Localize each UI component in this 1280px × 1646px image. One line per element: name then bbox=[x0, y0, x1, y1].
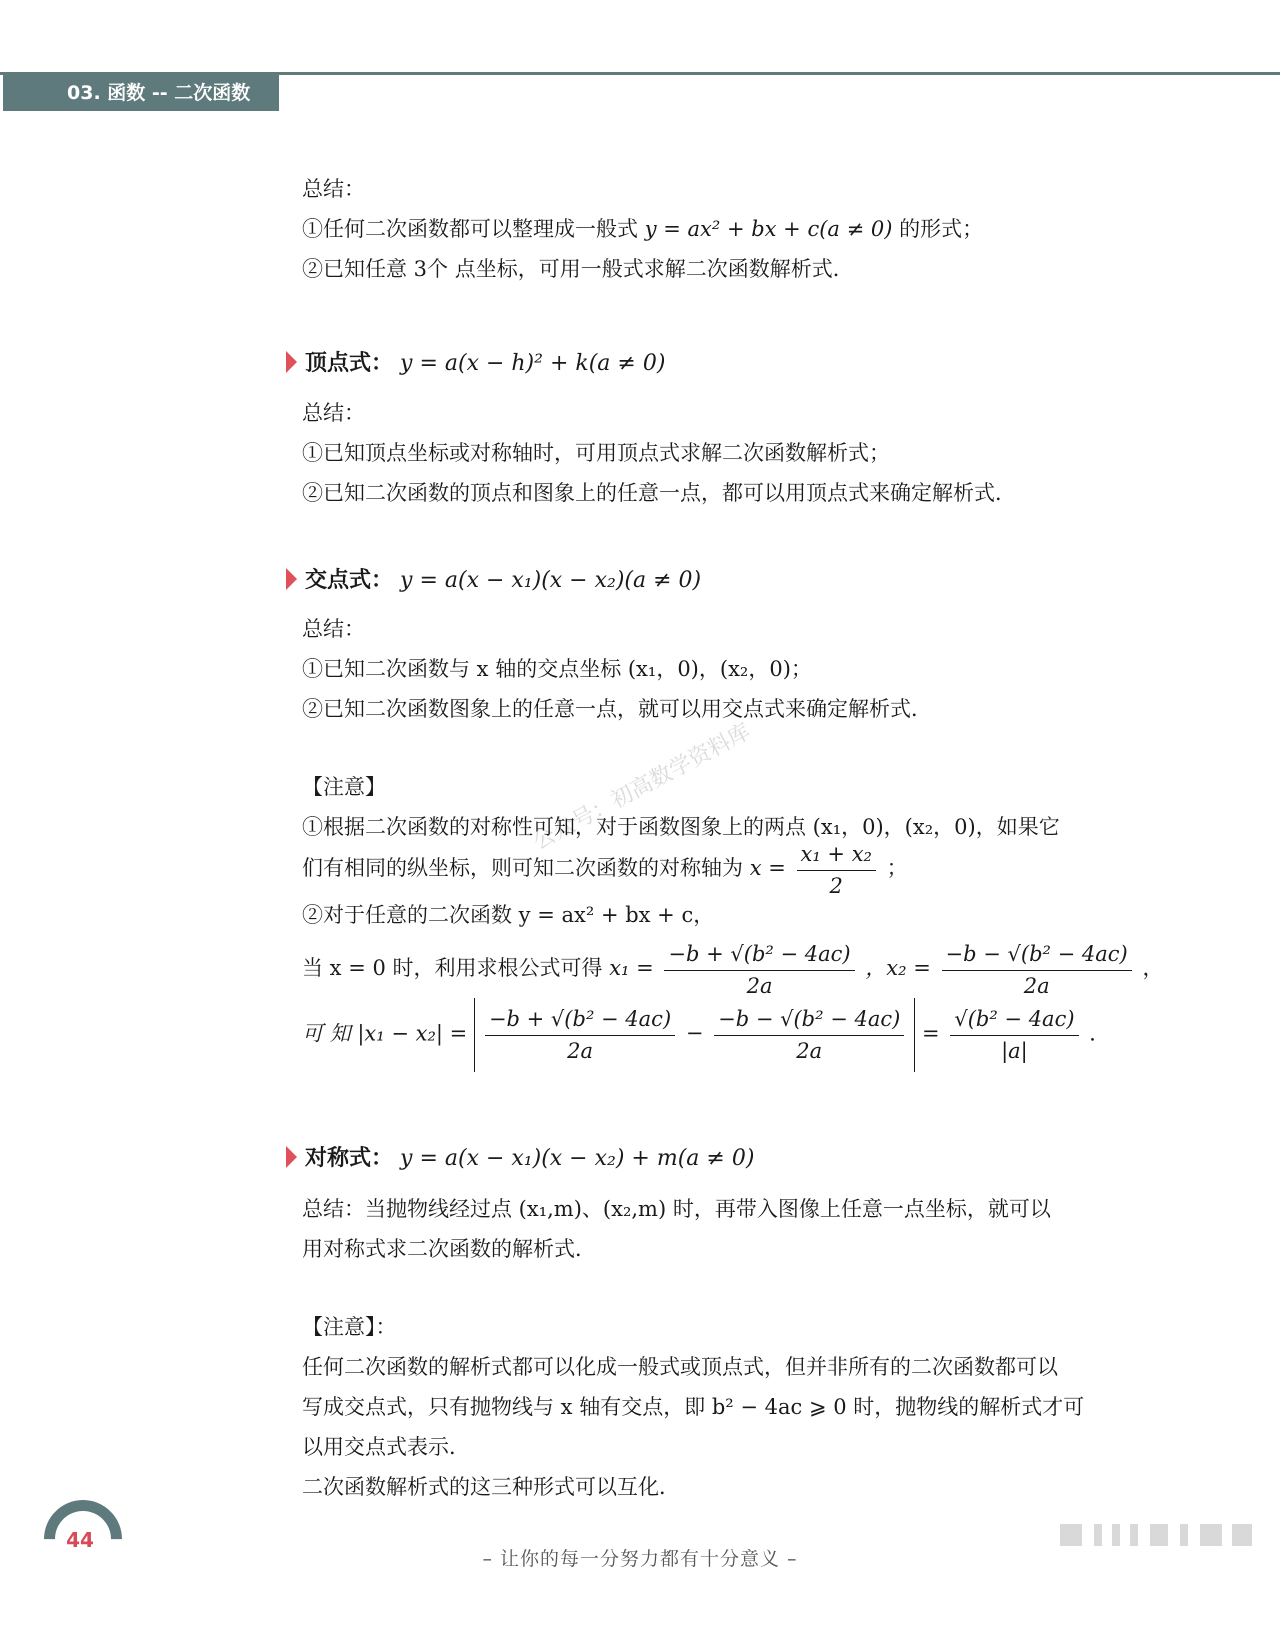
note-line-2-end: ； bbox=[886, 856, 908, 880]
vertex-heading bbox=[286, 349, 665, 379]
x2-label: ，x₂ = bbox=[865, 956, 931, 980]
result-denominator: |a| bbox=[1001, 1039, 1028, 1063]
intercept-heading bbox=[286, 566, 701, 596]
absolute-value-bars bbox=[474, 998, 915, 1072]
difference-line-end: ． bbox=[1089, 1021, 1111, 1046]
x2-fraction bbox=[942, 939, 1132, 1001]
roots-line bbox=[302, 936, 1163, 1001]
x1-label: x₁ = bbox=[609, 956, 654, 980]
roots-line-end: ， bbox=[1142, 956, 1164, 980]
general-formula: y = ax² + bx + c(a ≠ 0) bbox=[644, 217, 893, 241]
chevron-right-icon bbox=[286, 1146, 297, 1168]
result-numerator: √(b² − 4ac) bbox=[950, 1004, 1078, 1036]
note-line-2-text: 们有相同的纵坐标，则可知二次函数的对称轴为 bbox=[302, 856, 743, 880]
vertex-label: 顶点式： bbox=[305, 351, 394, 376]
difference-line bbox=[302, 998, 1110, 1072]
equals-sign: = bbox=[922, 1021, 940, 1046]
minus-sign: − bbox=[685, 1021, 704, 1045]
vertex-formula: y = a(x − h)² + k(a ≠ 0) bbox=[400, 351, 666, 376]
abs-denominator-1: 2a bbox=[567, 1038, 593, 1063]
footer-slogan: – 让你的每一分努力都有十分意义 – bbox=[482, 1548, 798, 1570]
intercept-item-2: ②已知二次函数图象上的任意一点，就可以用交点式来确定解析式． bbox=[302, 697, 932, 721]
intercept-label: 交点式： bbox=[305, 568, 394, 593]
vertex-item-2: ②已知二次函数的顶点和图象上的任意一点，都可以用顶点式来确定解析式． bbox=[302, 481, 1016, 505]
abs-numerator-2: −b − √(b² − 4ac) bbox=[714, 1004, 904, 1036]
note2-line-3: 以用交点式表示． bbox=[302, 1435, 470, 1459]
x1-fraction bbox=[664, 939, 854, 1001]
symmetric-label: 对称式： bbox=[305, 1146, 394, 1171]
note-line-1: ①根据二次函数的对称性可知，对于函数图象上的两点 (x₁，0)，(x₂，0)，如果它 bbox=[302, 815, 1060, 839]
x2-denominator: 2a bbox=[1023, 973, 1050, 998]
watermark: 公众号：初高数学资料库 bbox=[529, 719, 755, 856]
abs-fraction-2 bbox=[714, 1004, 904, 1066]
axis-numerator: x₁ + x₂ bbox=[797, 839, 876, 871]
chevron-right-icon bbox=[286, 568, 297, 590]
page-number: 44 bbox=[66, 1528, 94, 1552]
symmetric-line-1: 总结：当抛物线经过点 (x₁,m)、(x₂,m) 时，再带入图像上任意一点坐标，就可以 bbox=[302, 1197, 1051, 1221]
chapter-title: 03. 函数 -- 二次函数 bbox=[3, 75, 279, 111]
intercept-summary-title: 总结： bbox=[302, 617, 365, 641]
abs-numerator-1: −b + √(b² − 4ac) bbox=[485, 1004, 675, 1036]
general-item-2: ②已知任意 3个 点坐标，可用一般式求解二次函数解析式． bbox=[302, 257, 854, 281]
note2-line-1: 任何二次函数的解析式都可以化成一般式或顶点式，但并非所有的二次函数都可以 bbox=[302, 1355, 1058, 1379]
abs-denominator-2: 2a bbox=[796, 1038, 823, 1063]
vertex-summary-title: 总结： bbox=[302, 401, 365, 425]
axis-fraction bbox=[797, 839, 876, 901]
note2-line-2: 写成交点式，只有抛物线与 x 轴有交点，即 b² − 4ac ⩾ 0 时，抛物线的解析式才可 bbox=[302, 1395, 1085, 1419]
note-title: 【注意】 bbox=[302, 775, 386, 799]
general-item-1 bbox=[302, 214, 983, 244]
summary-title: 总结： bbox=[302, 177, 365, 201]
x1-numerator: −b + √(b² − 4ac) bbox=[664, 939, 854, 971]
intercept-item-1: ①已知二次函数与 x 轴的交点坐标 (x₁，0)，(x₂，0)； bbox=[302, 657, 812, 681]
axis-x-label: x = bbox=[749, 856, 786, 880]
note2-title: 【注意】： bbox=[302, 1315, 397, 1339]
intercept-formula: y = a(x − x₁)(x − x₂)(a ≠ 0) bbox=[400, 568, 702, 593]
symmetric-formula: y = a(x − x₁)(x − x₂) + m(a ≠ 0) bbox=[400, 1146, 755, 1171]
symmetric-line-2: 用对称式求二次函数的解析式． bbox=[302, 1237, 596, 1261]
note-line-3: ②对于任意的二次函数 y = ax² + bx + c， bbox=[302, 903, 715, 927]
note-line-2 bbox=[302, 838, 908, 901]
vertex-item-1: ①已知顶点坐标或对称轴时，可用顶点式求解二次函数解析式； bbox=[302, 441, 890, 465]
general-item-1-text: ①任何二次函数都可以整理成一般式 bbox=[302, 217, 638, 241]
symmetric-heading bbox=[286, 1144, 754, 1174]
roots-line-text: 当 x = 0 时，利用求根公式可得 bbox=[302, 956, 603, 980]
x1-denominator: 2a bbox=[746, 973, 773, 998]
general-item-1-end: 的形式； bbox=[899, 217, 984, 241]
result-fraction bbox=[950, 1004, 1078, 1066]
abs-fraction-1 bbox=[485, 1004, 675, 1066]
difference-label: 可 知 |x₁ − x₂| = bbox=[302, 1021, 468, 1046]
axis-denominator: 2 bbox=[829, 873, 843, 898]
decorative-bars bbox=[1060, 1524, 1260, 1546]
chevron-right-icon bbox=[286, 351, 297, 373]
note2-line-4: 二次函数解析式的这三种形式可以互化． bbox=[302, 1475, 680, 1499]
x2-numerator: −b − √(b² − 4ac) bbox=[942, 939, 1132, 971]
